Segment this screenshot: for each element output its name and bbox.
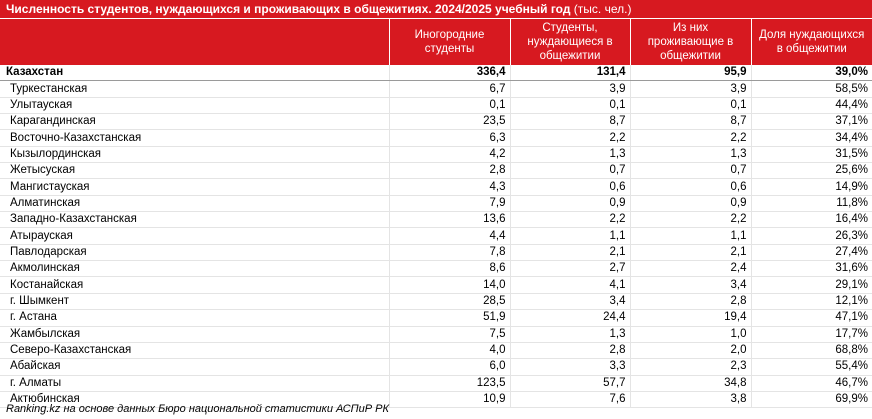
source-footer: Ranking.kz на основе данных Бюро национальной статистики АСПиР РК bbox=[6, 403, 389, 415]
cell-needing: 3,4 bbox=[510, 293, 630, 309]
cell-nonresident: 6,0 bbox=[389, 359, 510, 375]
table-row bbox=[0, 261, 872, 277]
table-row bbox=[0, 326, 872, 342]
cell-region: Мангистауская bbox=[0, 179, 389, 195]
cell-region: Абайская bbox=[0, 359, 389, 375]
cell-living: 0,1 bbox=[630, 97, 751, 113]
table-row bbox=[0, 195, 872, 211]
cell-living: 95,9 bbox=[630, 65, 751, 81]
cell-region: Жамбылская bbox=[0, 326, 389, 342]
cell-region: Кызылординская bbox=[0, 146, 389, 162]
cell-share: 39,0% bbox=[751, 65, 872, 81]
table-row bbox=[0, 375, 872, 391]
cell-needing: 8,7 bbox=[510, 114, 630, 130]
cell-living: 1,1 bbox=[630, 228, 751, 244]
cell-living: 34,8 bbox=[630, 375, 751, 391]
cell-nonresident: 4,3 bbox=[389, 179, 510, 195]
table-row bbox=[0, 97, 872, 113]
table-row bbox=[0, 359, 872, 375]
column-header-needing: Студенты, нуждающиеся в общежитии bbox=[510, 19, 630, 66]
column-header-share: Доля нуждающихся в общежитии bbox=[751, 19, 872, 66]
cell-living: 1,0 bbox=[630, 326, 751, 342]
table-row bbox=[0, 179, 872, 195]
cell-share: 55,4% bbox=[751, 359, 872, 375]
cell-needing: 2,2 bbox=[510, 212, 630, 228]
cell-share: 16,4% bbox=[751, 212, 872, 228]
cell-living: 0,6 bbox=[630, 179, 751, 195]
cell-nonresident: 7,8 bbox=[389, 244, 510, 260]
cell-region: г. Алматы bbox=[0, 375, 389, 391]
cell-nonresident: 7,5 bbox=[389, 326, 510, 342]
cell-region: Туркестанская bbox=[0, 81, 389, 97]
cell-region: Западно-Казахстанская bbox=[0, 212, 389, 228]
cell-needing: 7,6 bbox=[510, 391, 630, 407]
cell-share: 27,4% bbox=[751, 244, 872, 260]
cell-region: г. Астана bbox=[0, 310, 389, 326]
cell-living: 2,8 bbox=[630, 293, 751, 309]
cell-nonresident: 8,6 bbox=[389, 261, 510, 277]
cell-living: 8,7 bbox=[630, 114, 751, 130]
cell-nonresident: 336,4 bbox=[389, 65, 510, 81]
cell-region: Казахстан bbox=[0, 65, 389, 81]
cell-region: Восточно-Казахстанская bbox=[0, 130, 389, 146]
cell-needing: 1,3 bbox=[510, 326, 630, 342]
table-row bbox=[0, 146, 872, 162]
cell-share: 29,1% bbox=[751, 277, 872, 293]
cell-nonresident: 0,1 bbox=[389, 97, 510, 113]
cell-share: 25,6% bbox=[751, 163, 872, 179]
table-row bbox=[0, 342, 872, 358]
cell-needing: 131,4 bbox=[510, 65, 630, 81]
cell-nonresident: 28,5 bbox=[389, 293, 510, 309]
cell-share: 58,5% bbox=[751, 81, 872, 97]
cell-nonresident: 7,9 bbox=[389, 195, 510, 211]
cell-region: г. Шымкент bbox=[0, 293, 389, 309]
cell-nonresident: 10,9 bbox=[389, 391, 510, 407]
cell-needing: 0,6 bbox=[510, 179, 630, 195]
cell-nonresident: 2,8 bbox=[389, 163, 510, 179]
cell-share: 31,6% bbox=[751, 261, 872, 277]
data-table bbox=[0, 18, 872, 408]
cell-nonresident: 4,0 bbox=[389, 342, 510, 358]
column-header-nonresident: Иногородние студенты bbox=[389, 19, 510, 66]
table-row bbox=[0, 228, 872, 244]
cell-region: Акмолинская bbox=[0, 261, 389, 277]
cell-needing: 3,3 bbox=[510, 359, 630, 375]
cell-region: Алматинская bbox=[0, 195, 389, 211]
cell-nonresident: 14,0 bbox=[389, 277, 510, 293]
column-header-region bbox=[0, 19, 389, 66]
cell-needing: 3,9 bbox=[510, 81, 630, 97]
cell-share: 34,4% bbox=[751, 130, 872, 146]
table-row bbox=[0, 244, 872, 260]
table-row bbox=[0, 310, 872, 326]
cell-needing: 2,7 bbox=[510, 261, 630, 277]
cell-living: 1,3 bbox=[630, 146, 751, 162]
cell-needing: 0,9 bbox=[510, 195, 630, 211]
cell-share: 44,4% bbox=[751, 97, 872, 113]
cell-nonresident: 51,9 bbox=[389, 310, 510, 326]
cell-needing: 2,8 bbox=[510, 342, 630, 358]
cell-living: 19,4 bbox=[630, 310, 751, 326]
table-row bbox=[0, 81, 872, 97]
cell-living: 3,4 bbox=[630, 277, 751, 293]
cell-share: 68,8% bbox=[751, 342, 872, 358]
cell-share: 11,8% bbox=[751, 195, 872, 211]
cell-needing: 57,7 bbox=[510, 375, 630, 391]
cell-share: 17,7% bbox=[751, 326, 872, 342]
cell-share: 26,3% bbox=[751, 228, 872, 244]
cell-living: 0,9 bbox=[630, 195, 751, 211]
cell-region: Карагандинская bbox=[0, 114, 389, 130]
table-row bbox=[0, 212, 872, 228]
cell-nonresident: 4,2 bbox=[389, 146, 510, 162]
cell-share: 14,9% bbox=[751, 179, 872, 195]
table-row bbox=[0, 163, 872, 179]
cell-needing: 0,1 bbox=[510, 97, 630, 113]
table-row-total bbox=[0, 65, 872, 81]
table-row bbox=[0, 277, 872, 293]
cell-living: 2,2 bbox=[630, 130, 751, 146]
cell-share: 47,1% bbox=[751, 310, 872, 326]
column-header-living: Из них проживающие в общежитии bbox=[630, 19, 751, 66]
cell-share: 46,7% bbox=[751, 375, 872, 391]
table-row bbox=[0, 130, 872, 146]
cell-region: Жетысуская bbox=[0, 163, 389, 179]
cell-needing: 24,4 bbox=[510, 310, 630, 326]
cell-needing: 1,3 bbox=[510, 146, 630, 162]
cell-living: 2,2 bbox=[630, 212, 751, 228]
cell-region: Северо-Казахстанская bbox=[0, 342, 389, 358]
cell-living: 2,4 bbox=[630, 261, 751, 277]
cell-region: Костанайская bbox=[0, 277, 389, 293]
cell-needing: 2,1 bbox=[510, 244, 630, 260]
cell-needing: 2,2 bbox=[510, 130, 630, 146]
cell-nonresident: 123,5 bbox=[389, 375, 510, 391]
cell-living: 3,8 bbox=[630, 391, 751, 407]
cell-share: 69,9% bbox=[751, 391, 872, 407]
cell-region: Павлодарская bbox=[0, 244, 389, 260]
header-row bbox=[0, 19, 872, 66]
cell-region: Улытауская bbox=[0, 97, 389, 113]
cell-living: 2,0 bbox=[630, 342, 751, 358]
cell-living: 2,1 bbox=[630, 244, 751, 260]
table-row bbox=[0, 293, 872, 309]
cell-living: 3,9 bbox=[630, 81, 751, 97]
cell-nonresident: 6,7 bbox=[389, 81, 510, 97]
cell-share: 31,5% bbox=[751, 146, 872, 162]
cell-living: 2,3 bbox=[630, 359, 751, 375]
cell-nonresident: 13,6 bbox=[389, 212, 510, 228]
cell-region: Атырауская bbox=[0, 228, 389, 244]
table-row bbox=[0, 114, 872, 130]
table-title-unit: (тыс. чел.) bbox=[573, 2, 632, 16]
cell-share: 12,1% bbox=[751, 293, 872, 309]
cell-needing: 0,7 bbox=[510, 163, 630, 179]
cell-living: 0,7 bbox=[630, 163, 751, 179]
cell-nonresident: 4,4 bbox=[389, 228, 510, 244]
cell-region: Актюбинская bbox=[0, 391, 389, 407]
cell-needing: 4,1 bbox=[510, 277, 630, 293]
cell-share: 37,1% bbox=[751, 114, 872, 130]
table-title-main: Численность студентов, нуждающихся и проживающих в общежитиях. 2024/2025 учебный год bbox=[6, 2, 571, 16]
cell-nonresident: 23,5 bbox=[389, 114, 510, 130]
table-title bbox=[0, 0, 872, 18]
cell-nonresident: 6,3 bbox=[389, 130, 510, 146]
cell-needing: 1,1 bbox=[510, 228, 630, 244]
